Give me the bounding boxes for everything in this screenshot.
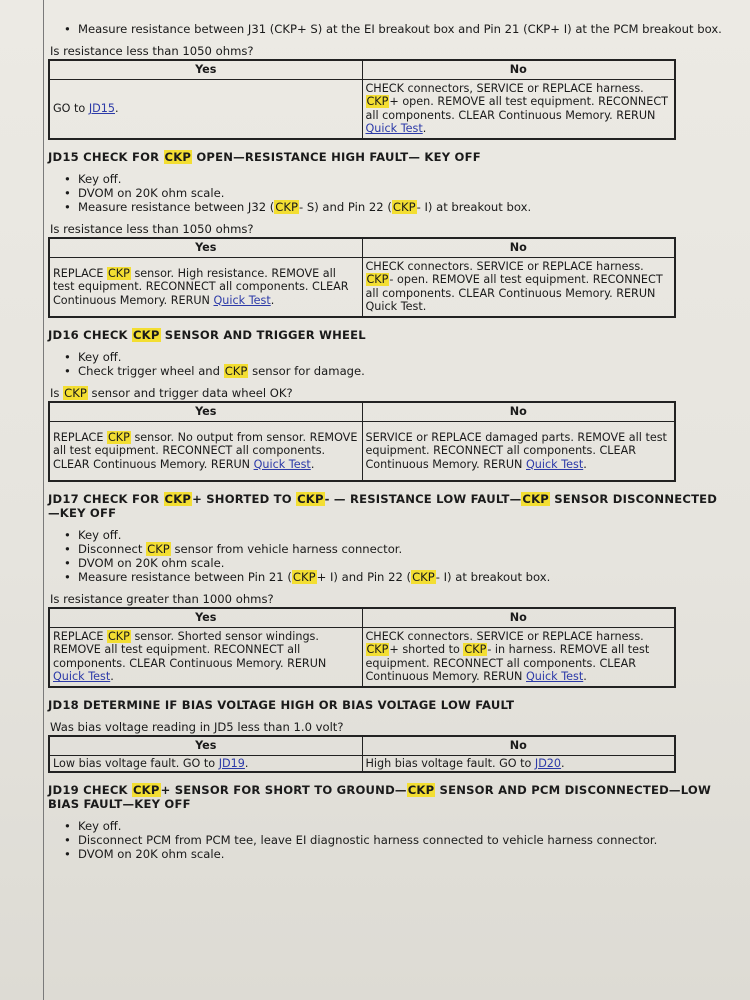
question-q1: Is resistance less than 1050 ohms? — [50, 44, 254, 58]
question-jd17: Is resistance greater than 1000 ohms? — [50, 592, 274, 606]
binder-margin-line — [43, 0, 44, 1000]
yes-header: Yes — [49, 238, 362, 257]
link-jd19[interactable]: JD19 — [218, 756, 245, 770]
list-item: • Check trigger wheel and CKP sensor for damage. — [78, 364, 728, 378]
yes-header: Yes — [49, 608, 362, 627]
link-quick-test[interactable]: Quick Test — [526, 457, 584, 471]
list-item: • Key off. — [78, 528, 728, 542]
yes-cell: REPLACE CKP sensor. High resistance. REMOVE all test equipment. RECONNECT all components. CLEAR Continuous Memory. RERUN Quick Test. — [49, 257, 362, 317]
yes-cell: REPLACE CKP sensor. No output from sensor. REMOVE all test equipment. RECONNECT all components. CLEAR Continuous Memory. RERUN Quick Test. — [49, 421, 362, 481]
list-item: • Measure resistance between J31 (CKP+ S) at the EI breakout box and Pin 21 (CKP+ I) at the PCM breakout box. — [78, 22, 728, 36]
list-item: • DVOM on 20K ohm scale. — [78, 186, 728, 200]
jd19-steps — [48, 819, 728, 861]
list-item: • Key off. — [78, 172, 728, 186]
list-item: • Disconnect CKP sensor from vehicle harness connector. — [78, 542, 728, 556]
no-header: No — [362, 608, 675, 627]
list-item: • Key off. — [78, 350, 728, 364]
no-cell: High bias voltage fault. GO to JD20. — [362, 755, 675, 772]
yes-header: Yes — [49, 60, 362, 79]
yes-header: Yes — [49, 736, 362, 755]
jd16-steps — [48, 350, 728, 378]
decision-table-jd16 — [48, 401, 676, 482]
link-jd15[interactable]: JD15 — [88, 102, 115, 115]
jd15-steps — [48, 172, 728, 214]
list-item: • Measure resistance between Pin 21 (CKP+ I) and Pin 22 (CKP- I) at breakout box. — [78, 570, 728, 584]
section-title-jd16: JD16 CHECK CKP SENSOR AND TRIGGER WHEEL — [48, 328, 366, 342]
section-title-jd19: JD19 CHECK CKP+ SENSOR FOR SHORT TO GROUND—CKP SENSOR AND PCM DISCONNECTED—LOW BIAS FAULT—KEY OFF — [48, 783, 711, 811]
jd17-steps — [48, 528, 728, 584]
question-jd15: Is resistance less than 1050 ohms? — [50, 222, 254, 236]
link-quick-test[interactable]: Quick Test — [526, 670, 584, 684]
no-header: No — [362, 60, 675, 79]
no-cell: CHECK connectors. SERVICE or REPLACE harness. CKP+ shorted to CKP- in harness. REMOVE all test equipment. RECONNECT all components. CLEAR Continuous Memory. RERUN Quick Test. — [362, 627, 675, 687]
yes-cell: REPLACE CKP sensor. Shorted sensor windings. REMOVE all test equipment. RECONNECT all components. CLEAR Continuous Memory. RERUN Quick Test. — [49, 627, 362, 687]
decision-table-jd15 — [48, 237, 676, 318]
list-item: • Measure resistance between J32 (CKP- S) and Pin 22 (CKP- I) at breakout box. — [78, 200, 728, 214]
question-jd16: Is CKP sensor and trigger data wheel OK? — [50, 386, 293, 400]
list-item: • DVOM on 20K ohm scale. — [78, 556, 728, 570]
yes-cell: Low bias voltage fault. GO to JD19. — [49, 755, 362, 772]
section-title-jd17: JD17 CHECK FOR CKP+ SHORTED TO CKP- — RESISTANCE LOW FAULT—CKP SENSOR DISCONNECTED—KEY OFF — [48, 492, 718, 520]
link-quick-test[interactable]: Quick Test — [365, 122, 423, 136]
document-body — [48, 22, 728, 861]
intro-bullet-list — [48, 22, 728, 36]
no-cell: CHECK connectors, SERVICE or REPLACE harness. CKP+ open. REMOVE all test equipment. RECONNECT all components. CLEAR Continuous Memory. RERUN Quick Test. — [362, 79, 675, 139]
list-item: • Disconnect PCM from PCM tee, leave EI diagnostic harness connected to vehicle harness connector. — [78, 833, 728, 847]
no-header: No — [362, 238, 675, 257]
ckp-highlight: CKP — [366, 95, 389, 109]
yes-header: Yes — [49, 402, 362, 421]
section-title-jd15: JD15 CHECK FOR CKP OPEN—RESISTANCE HIGH FAULT— KEY OFF — [48, 150, 481, 164]
decision-table-jd17 — [48, 607, 676, 688]
yes-cell: GO to JD15. — [49, 79, 362, 139]
list-item: • DVOM on 20K ohm scale. — [78, 847, 728, 861]
link-quick-test[interactable]: Quick Test — [253, 457, 311, 471]
link-quick-test[interactable]: Quick Test — [53, 670, 111, 684]
no-cell: CHECK connectors. SERVICE or REPLACE harness. CKP- open. REMOVE all test equipment. RECONNECT all components. CLEAR Continuous Memory. RERUN Quick Test. — [362, 257, 675, 317]
link-quick-test[interactable]: Quick Test — [213, 293, 271, 307]
section-title-jd18: JD18 DETERMINE IF BIAS VOLTAGE HIGH OR BIAS VOLTAGE LOW FAULT — [48, 698, 515, 712]
list-item: • Key off. — [78, 819, 728, 833]
decision-table-q1 — [48, 59, 676, 140]
no-header: No — [362, 402, 675, 421]
decision-table-jd18 — [48, 735, 676, 773]
no-cell: SERVICE or REPLACE damaged parts. REMOVE all test equipment. RECONNECT all components. CLEAR Continuous Memory. RERUN Quick Test. — [362, 421, 675, 481]
question-jd18: Was bias voltage reading in JD5 less than 1.0 volt? — [50, 720, 344, 734]
no-header: No — [362, 736, 675, 755]
link-jd20[interactable]: JD20 — [534, 756, 562, 770]
